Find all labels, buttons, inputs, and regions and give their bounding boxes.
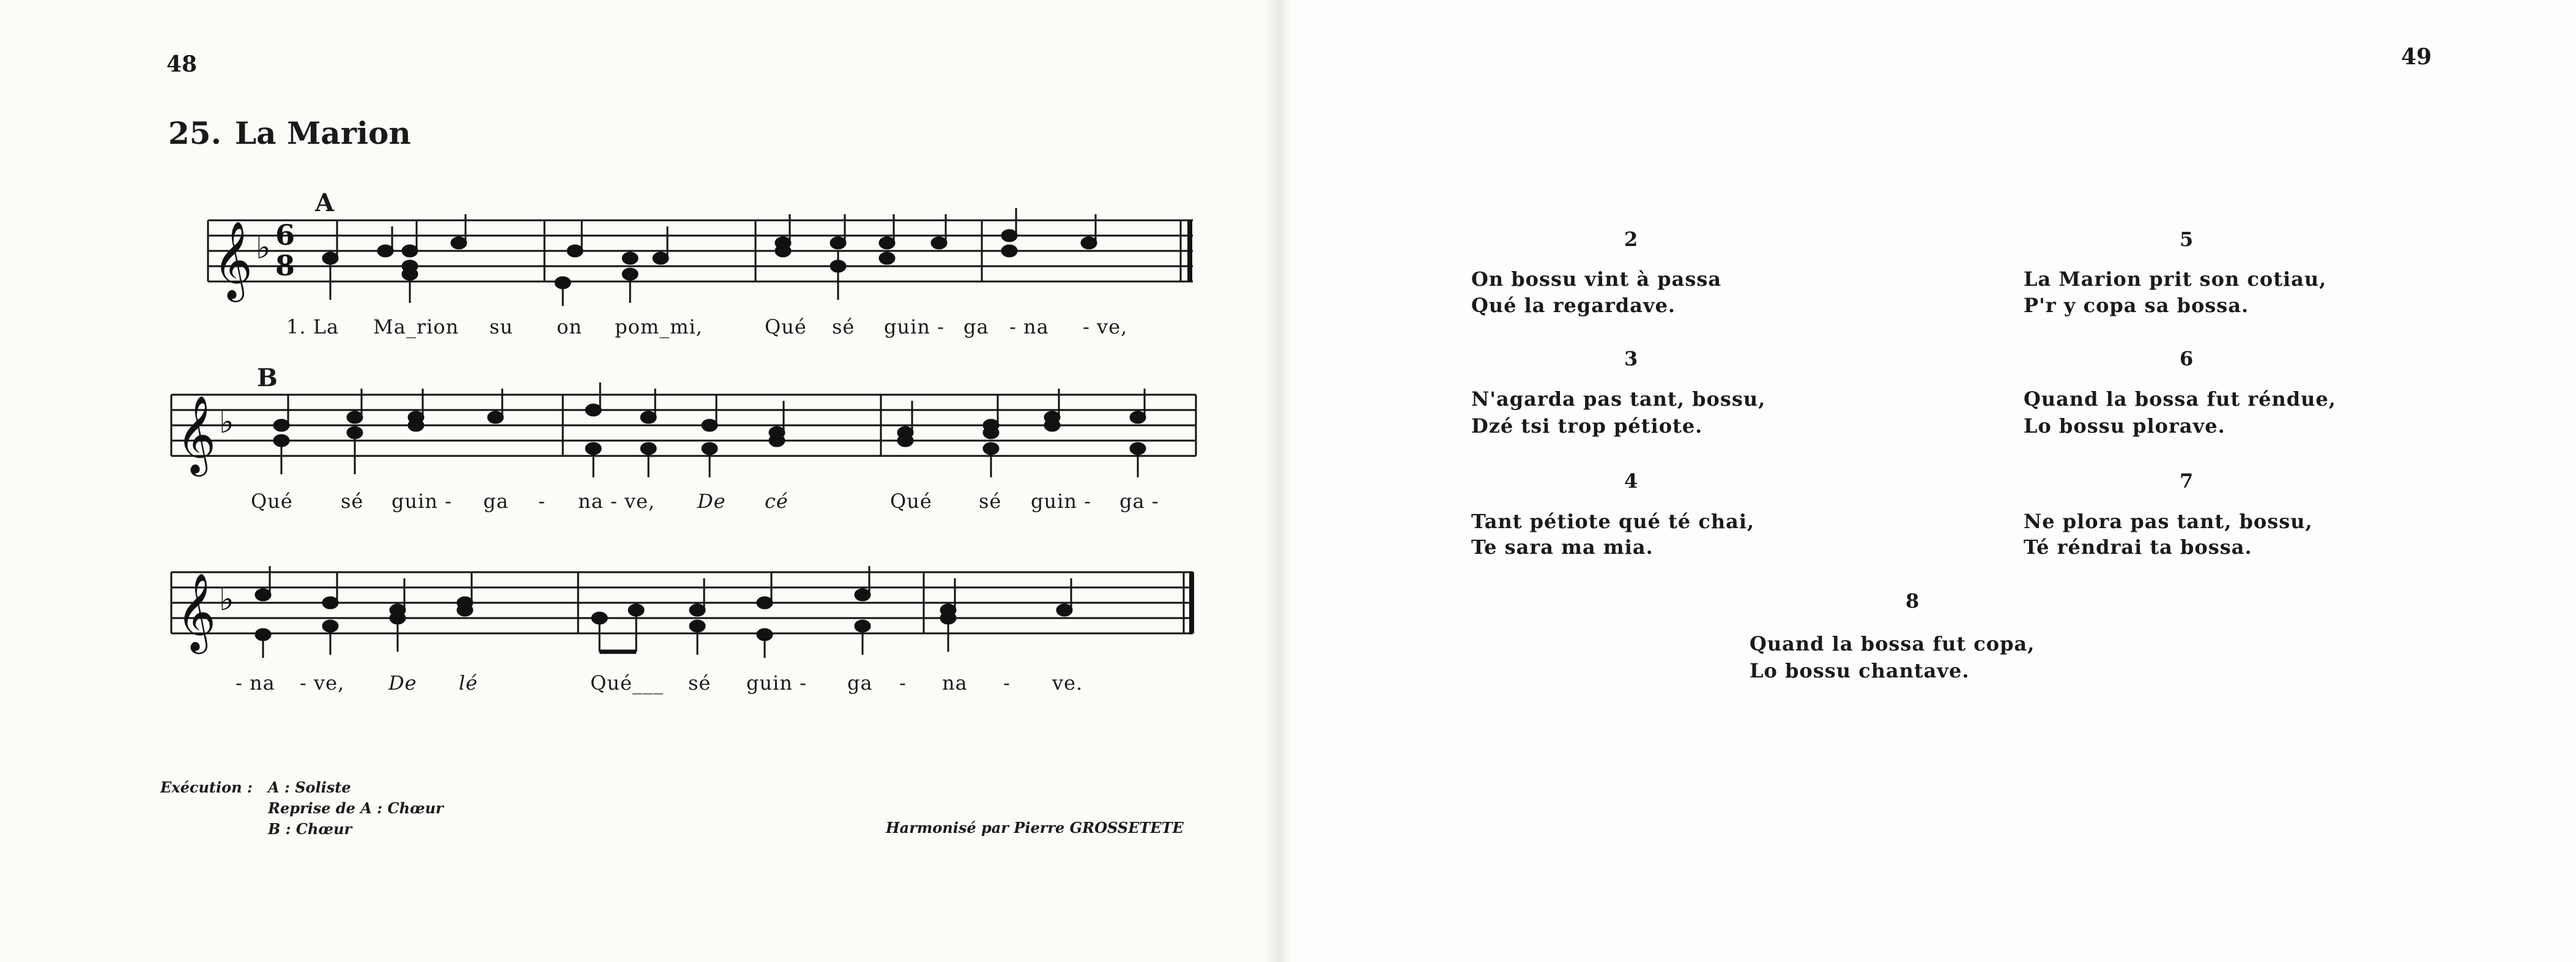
arranger-credit: Harmonisé par Pierre GROSSETETE	[886, 819, 1184, 837]
music-staff-system-2	[171, 382, 1199, 480]
lyric-syllable: ga	[963, 315, 989, 338]
lyric-syllable: guin -	[392, 490, 452, 513]
lyric-syllable: sé	[979, 490, 1002, 513]
lyric-syllable: -	[538, 490, 546, 513]
verse-line: P'r y copa sa bossa.	[2024, 294, 2249, 317]
execution-line: Reprise de A : Chœur	[268, 799, 444, 817]
lyric-syllable: - ve,	[1083, 315, 1128, 338]
treble-clef-icon: 𝄞	[213, 220, 253, 299]
lyric-syllable: na	[942, 671, 968, 695]
section-a-label: A	[315, 188, 335, 217]
flat-sign: ♭	[219, 404, 234, 441]
lyric-syllable: sé	[832, 315, 855, 338]
verse-line: Qué la regardave.	[1471, 294, 1676, 317]
lyric-syllable: -	[1003, 671, 1011, 695]
lyric-syllable: ga	[483, 490, 509, 513]
lyric-syllable: guin -	[1031, 490, 1091, 513]
verse-number: 6	[2180, 347, 2194, 370]
lyric-syllable: Ma_rion	[373, 315, 459, 338]
lyric-syllable: on	[557, 315, 582, 338]
lyric-syllable: ga -	[1119, 490, 1159, 513]
page-number-left: 48	[166, 51, 198, 77]
lyric-syllable: Qué	[765, 315, 807, 338]
time-signature-top: 6	[275, 218, 295, 252]
lyric-syllable: guin -	[746, 671, 807, 695]
song-title-text: La Marion	[235, 115, 411, 151]
verse-line: Te sara ma mia.	[1471, 535, 1654, 559]
section-b-label: B	[257, 364, 278, 392]
verse-line: On bossu vint à passa	[1471, 267, 1722, 291]
lyric-syllable: - na	[236, 671, 275, 695]
lyric-syllable: -	[899, 671, 907, 695]
song-title	[168, 115, 411, 151]
verse-line: Ne plora pas tant, bossu,	[2024, 510, 2313, 533]
verse-line: La Marion prit son cotiau,	[2024, 267, 2327, 291]
lyric-syllable: guin -	[884, 315, 945, 338]
lyric-syllable: Qué	[890, 490, 932, 513]
lyric-syllable: De	[697, 490, 726, 513]
lyric-syllable: - ve,	[300, 671, 345, 695]
verse-line: Quand la bossa fut réndue,	[2024, 387, 2336, 411]
verse-number: 8	[1906, 589, 1920, 613]
verse-number: 5	[2180, 228, 2194, 251]
verse-line: Lo bossu chantave.	[1750, 659, 1970, 682]
verse-line: Tant pétiote qué té chai,	[1471, 510, 1755, 533]
lyric-syllable: pom_mi,	[615, 315, 703, 338]
music-staff-system-1	[208, 208, 1199, 306]
lyric-syllable: su	[489, 315, 514, 338]
verse-line: Dzé tsi trop pétiote.	[1471, 414, 1703, 438]
verse-number: 4	[1624, 469, 1638, 493]
execution-label: Exécution :	[160, 778, 253, 796]
right-page	[1279, 0, 2576, 962]
verse-line: N'agarda pas tant, bossu,	[1471, 387, 1766, 411]
verse-number: 7	[2180, 469, 2194, 493]
treble-clef-icon: 𝄞	[176, 395, 217, 473]
page-number-right: 49	[2401, 44, 2432, 70]
book-gutter	[1266, 0, 1291, 962]
treble-clef-icon: 𝄞	[176, 572, 217, 651]
music-staff-system-3	[171, 560, 1199, 658]
verse-number: 2	[1624, 228, 1638, 251]
time-signature-bottom: 8	[275, 249, 295, 282]
flat-sign: ♭	[256, 229, 271, 266]
execution-line: A : Soliste	[268, 778, 351, 796]
lyric-syllable: ga	[847, 671, 873, 695]
flat-sign: ♭	[219, 581, 234, 618]
verse-line: Lo bossu plorave.	[2024, 414, 2225, 438]
lyric-syllable: na - ve,	[578, 490, 656, 513]
lyric-syllable: sé	[688, 671, 711, 695]
lyric-syllable: Qué___	[590, 671, 664, 695]
verse-line: Quand la bossa fut copa,	[1750, 632, 2035, 655]
verse-number: 3	[1624, 347, 1638, 370]
verse-line: Té réndrai ta bossa.	[2024, 535, 2252, 559]
lyric-syllable: cé	[765, 490, 789, 513]
lyric-syllable: sé	[341, 490, 364, 513]
song-number: 25.	[168, 115, 221, 151]
lyric-syllable: Qué	[251, 490, 293, 513]
lyric-syllable: ve.	[1052, 671, 1083, 695]
lyric-syllable: - na	[1009, 315, 1049, 338]
lyric-syllable: 1. La	[286, 315, 340, 338]
lyric-syllable: De	[388, 671, 417, 695]
execution-line: B : Chœur	[268, 820, 352, 838]
lyric-syllable: lé	[459, 671, 478, 695]
